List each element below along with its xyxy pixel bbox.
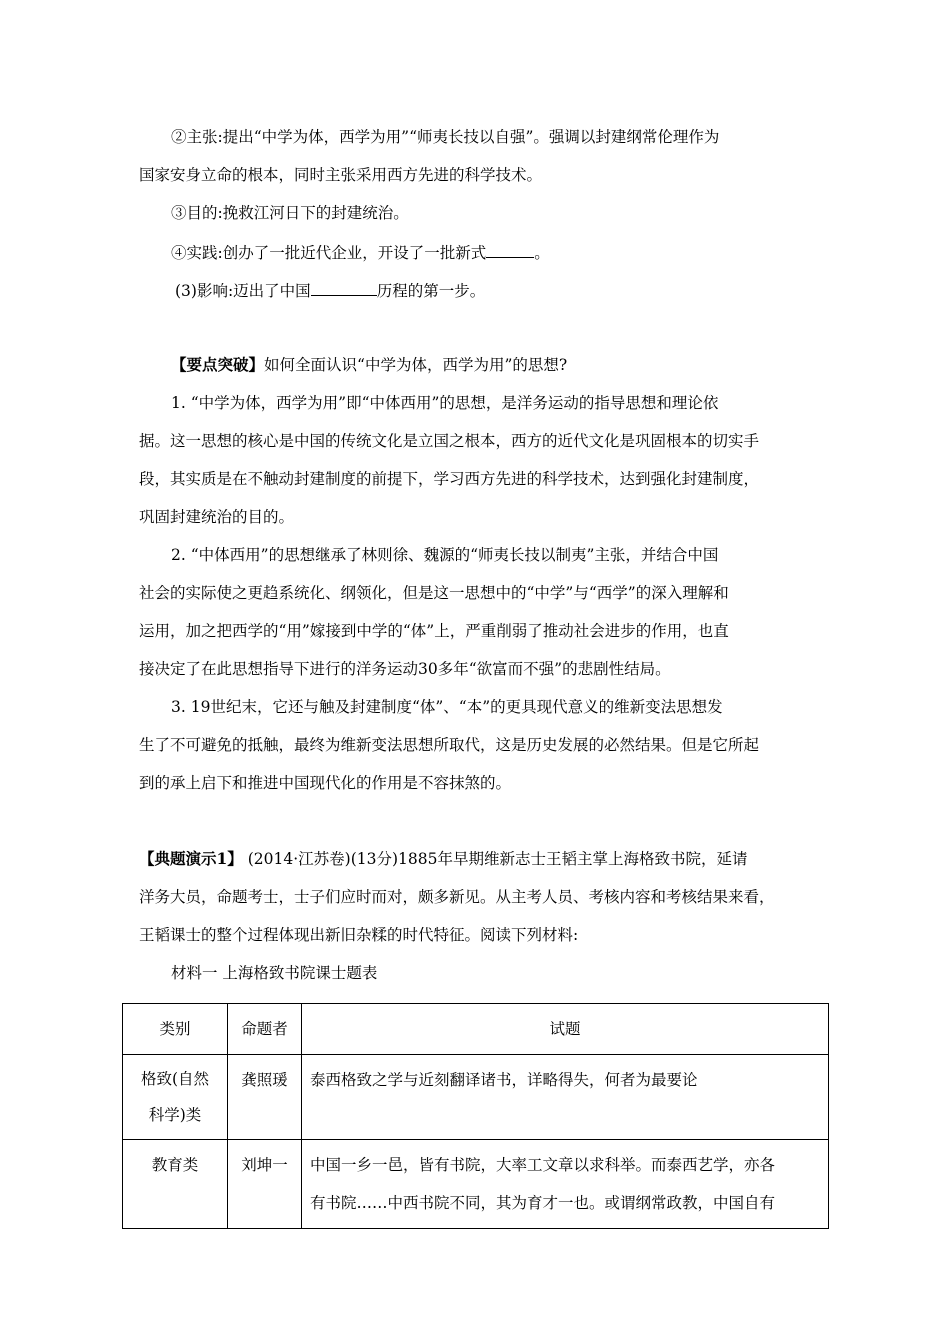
paragraph-line: 运用，加之把西学的“用”嫁接到中学的“体”上，严重削弱了推动社会进步的作用，也直 [139, 622, 729, 640]
table-row [123, 1055, 829, 1140]
keypoint-question: 如何全面认识“中学为体，西学为用”的思想? [264, 356, 568, 374]
cell-category-line: 格致(自然 [140, 1070, 210, 1088]
header-author: 命题者 [228, 1004, 302, 1055]
keypoint-heading [171, 355, 567, 375]
fill-blank[interactable] [486, 241, 534, 258]
paragraph-line: 2. “中体西用”的思想继承了林则徐、魏源的“师夷长技以制夷”主张，并结合中国 [171, 546, 719, 564]
paragraph-line: 3. 19世纪末，它还与触及封建制度“体”、“本”的更具现代意义的维新变法思想发 [171, 698, 723, 716]
paragraph-line: 1. “中学为体，西学为用”即“中体西用”的思想，是洋务运动的指导思想和理论依 [171, 394, 719, 412]
table-header-row [123, 1004, 829, 1055]
practice-text: ④实践:创办了一批近代企业，开设了一批新式 [171, 244, 487, 262]
impact-text: (3)影响:迈出了中国 [175, 282, 311, 300]
table-row [123, 1140, 829, 1229]
example-title: 【典题演示1】 [139, 849, 243, 868]
paragraph-line: 巩固封建统治的目的。 [139, 508, 295, 526]
text-line-proposition-cont: 国家安身立命的根本，同时主张采用西方先进的科学技术。 [139, 166, 543, 184]
impact-end: 历程的第一步。 [376, 282, 486, 300]
material-title: 材料一 上海格致书院课士题表 [171, 964, 378, 982]
text-line-proposition: ②主张:提出“中学为体，西学为用”“师夷长技以自强”。强调以封建纲常伦理作为 [171, 128, 720, 146]
cell-category [123, 1055, 228, 1140]
fill-blank[interactable] [311, 279, 377, 296]
header-category: 类别 [123, 1004, 228, 1055]
example-intro: (2014·江苏卷)(13分)1885年早期维新志士王韬主掌上海格致书院，延请 [242, 850, 748, 868]
paragraph-line: 洋务大员，命题考士，士子们应时而对，颇多新见。从主考人员、考核内容和考核结果来看， [139, 888, 775, 906]
cell-question-line: 有书院……中西书院不同，其为育才一也。或谓纲常政教，中国自有 [310, 1194, 776, 1212]
cell-question-line: 中国一乡一邑，皆有书院，大率工文章以求科举。而泰西艺学，亦各 [310, 1156, 776, 1174]
example-heading [139, 849, 747, 869]
text-line-practice [171, 241, 550, 263]
cell-category-line: 科学)类 [148, 1106, 202, 1124]
cell-author: 龚照瑗 [228, 1055, 302, 1140]
paragraph-line: 王韬课士的整个过程体现出新旧杂糅的时代特征。阅读下列材料: [139, 926, 579, 944]
exam-question-table [122, 1003, 829, 1229]
cell-question: 泰西格致之学与近刻翻译诸书，详略得失，何者为最要论 [302, 1055, 829, 1140]
paragraph-line: 据。这一思想的核心是中国的传统文化是立国之根本，西方的近代文化是巩固根本的切实手 [139, 432, 760, 450]
paragraph-line: 生了不可避免的抵触，最终为维新变法思想所取代，这是历史发展的必然结果。但是它所起 [139, 736, 760, 754]
paragraph-line: 社会的实际使之更趋系统化、纲领化，但是这一思想中的“中学”与“西学”的深入理解和 [139, 584, 729, 602]
keypoint-title: 【要点突破】 [171, 355, 265, 374]
text-line-purpose: ③目的:挽救江河日下的封建统治。 [171, 204, 409, 222]
paragraph-line: 段，其实质是在不触动封建制度的前提下，学习西方先进的科学技术，达到强化封建制度， [139, 470, 760, 488]
cell-question [302, 1140, 829, 1229]
practice-end: 。 [534, 244, 550, 262]
paragraph-line: 接决定了在此思想指导下进行的洋务运动30多年“欲富而不强”的悲剧性结局。 [139, 660, 671, 678]
cell-author: 刘坤一 [228, 1140, 302, 1229]
paragraph-line: 到的承上启下和推进中国现代化的作用是不容抹煞的。 [139, 774, 512, 792]
cell-category: 教育类 [123, 1140, 228, 1229]
header-question: 试题 [302, 1004, 829, 1055]
text-line-impact [175, 279, 485, 301]
